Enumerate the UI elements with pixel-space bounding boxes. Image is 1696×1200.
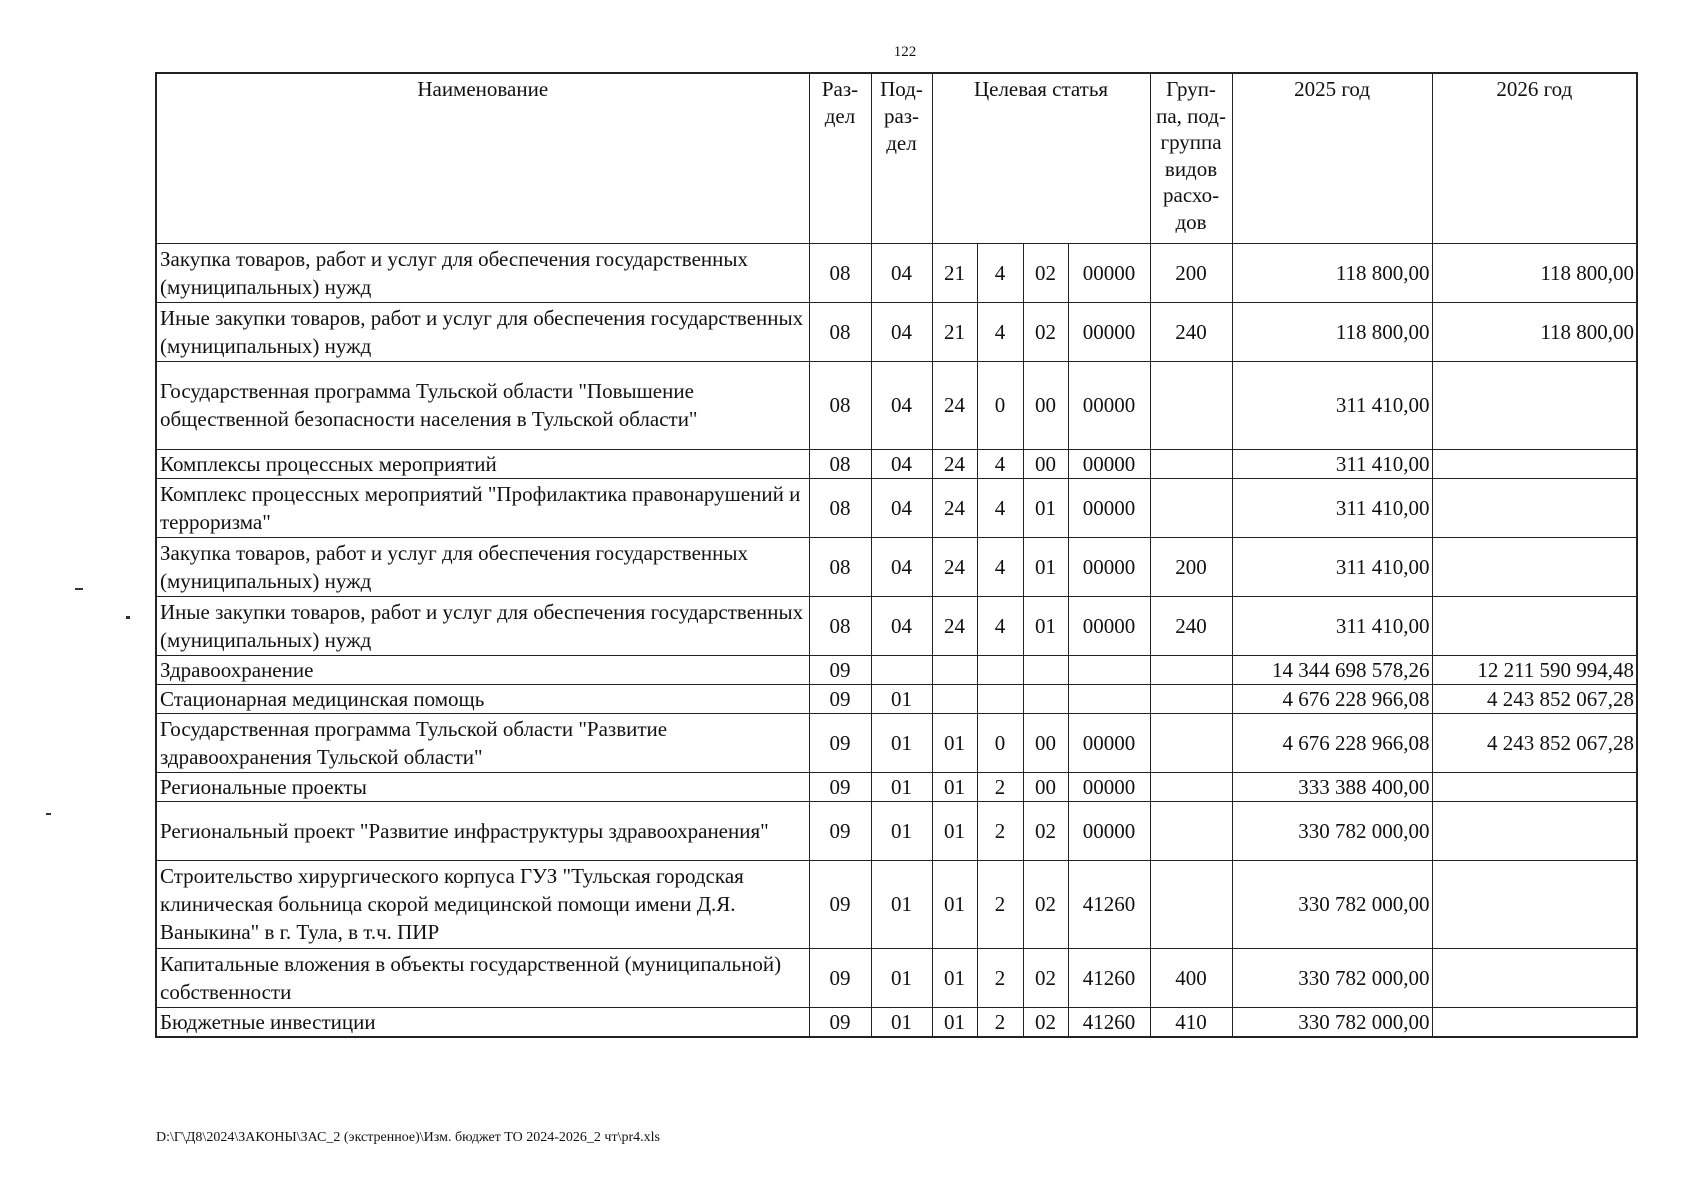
row-amount-2025: 118 800,00: [1232, 302, 1432, 361]
row-target-direction: 00000: [1068, 478, 1150, 537]
row-name: Комплекс процессных мероприятий "Профилактика правонарушений и терроризма": [156, 478, 809, 537]
row-name: Иные закупки товаров, работ и услуг для обеспечения государственных (муниципальных) нужд: [156, 596, 809, 655]
row-target-type: 4: [977, 478, 1023, 537]
row-target-direction: 00000: [1068, 801, 1150, 860]
row-target-program: 01: [932, 948, 977, 1007]
row-target-program: 24: [932, 596, 977, 655]
row-target-element: 02: [1023, 243, 1068, 302]
row-name: Государственная программа Тульской области "Повышение общественной безопасности населения в Тульской области": [156, 361, 809, 449]
table-header: [156, 73, 1637, 243]
row-name: Стационарная медицинская помощь: [156, 684, 809, 713]
row-name: Региональные проекты: [156, 772, 809, 801]
page-number: 122: [893, 44, 917, 60]
row-target-element: 02: [1023, 302, 1068, 361]
row-amount-2025: 311 410,00: [1232, 449, 1432, 478]
row-target-direction: 00000: [1068, 537, 1150, 596]
row-amount-2026: [1432, 860, 1637, 948]
row-target-direction: 41260: [1068, 1007, 1150, 1037]
row-amount-2025: 118 800,00: [1232, 243, 1432, 302]
row-target-type: 4: [977, 302, 1023, 361]
row-target-type: 4: [977, 537, 1023, 596]
row-razdel: 08: [809, 596, 871, 655]
row-target-program: 24: [932, 537, 977, 596]
row-expense-group: [1150, 801, 1232, 860]
row-target-program: 24: [932, 478, 977, 537]
row-razdel: 09: [809, 655, 871, 684]
row-name: Строительство хирургического корпуса ГУЗ "Тульская городская клиническая больница скорой медицинской помощи имени Д.Я. Ваныкина" в г. Тула, в т.ч. ПИР: [156, 860, 809, 948]
row-target-element: 00: [1023, 772, 1068, 801]
table-row: [156, 449, 1637, 478]
row-target-direction: 00000: [1068, 596, 1150, 655]
row-expense-group: [1150, 655, 1232, 684]
row-amount-2025: 311 410,00: [1232, 596, 1432, 655]
row-amount-2026: [1432, 449, 1637, 478]
row-podrazdel: 01: [871, 772, 932, 801]
row-amount-2026: 12 211 590 994,48: [1432, 655, 1637, 684]
row-podrazdel: 01: [871, 860, 932, 948]
row-amount-2026: 118 800,00: [1432, 243, 1637, 302]
row-podrazdel: 01: [871, 713, 932, 772]
header-2025: 2025 год: [1232, 73, 1432, 243]
row-target-type: [977, 684, 1023, 713]
header-2026: 2026 год: [1432, 73, 1637, 243]
row-target-element: 00: [1023, 361, 1068, 449]
row-razdel: 08: [809, 478, 871, 537]
header-group: Груп- па, под- группа видов расхо- дов: [1150, 73, 1232, 243]
row-target-program: 01: [932, 772, 977, 801]
row-target-type: 2: [977, 1007, 1023, 1037]
row-amount-2026: 118 800,00: [1432, 302, 1637, 361]
row-razdel: 09: [809, 713, 871, 772]
row-amount-2025: 4 676 228 966,08: [1232, 684, 1432, 713]
row-podrazdel: 01: [871, 1007, 932, 1037]
row-target-element: 02: [1023, 801, 1068, 860]
table-row: [156, 948, 1637, 1007]
header-podrazdel: Под- раз- дел: [871, 73, 932, 243]
row-target-direction: 00000: [1068, 243, 1150, 302]
row-target-type: 2: [977, 772, 1023, 801]
row-amount-2026: [1432, 478, 1637, 537]
row-podrazdel: 04: [871, 537, 932, 596]
row-razdel: 09: [809, 860, 871, 948]
row-amount-2026: [1432, 801, 1637, 860]
row-target-element: 02: [1023, 948, 1068, 1007]
row-amount-2025: 330 782 000,00: [1232, 1007, 1432, 1037]
scan-mark: [46, 813, 51, 815]
row-podrazdel: 04: [871, 361, 932, 449]
file-path: D:\Г\Д8\2024\ЗАКОНЫ\ЗАС_2 (экстренное)\Изм. бюджет ТО 2024-2026_2 чт\pr4.xls: [156, 1130, 660, 1145]
row-podrazdel: 01: [871, 684, 932, 713]
header-name: Наименование: [156, 73, 809, 243]
row-name: Региональный проект "Развитие инфраструктуры здравоохранения": [156, 801, 809, 860]
row-razdel: 09: [809, 801, 871, 860]
table-body: [156, 243, 1637, 1037]
row-podrazdel: 04: [871, 302, 932, 361]
header-razdel: Раз- дел: [809, 73, 871, 243]
budget-table: [155, 72, 1638, 1038]
row-expense-group: 400: [1150, 948, 1232, 1007]
row-expense-group: [1150, 713, 1232, 772]
row-target-type: 2: [977, 948, 1023, 1007]
row-target-type: 4: [977, 449, 1023, 478]
row-amount-2026: [1432, 537, 1637, 596]
scan-mark: [75, 588, 83, 590]
row-amount-2025: 330 782 000,00: [1232, 801, 1432, 860]
row-name: Здравоохранение: [156, 655, 809, 684]
row-podrazdel: [871, 655, 932, 684]
row-amount-2026: [1432, 948, 1637, 1007]
row-amount-2025: 330 782 000,00: [1232, 948, 1432, 1007]
row-expense-group: 200: [1150, 537, 1232, 596]
row-target-program: [932, 684, 977, 713]
row-target-element: 00: [1023, 713, 1068, 772]
row-name: Бюджетные инвестиции: [156, 1007, 809, 1037]
row-target-element: 01: [1023, 596, 1068, 655]
table-row: [156, 713, 1637, 772]
row-razdel: 09: [809, 684, 871, 713]
row-target-direction: 41260: [1068, 860, 1150, 948]
row-target-type: 2: [977, 860, 1023, 948]
row-target-direction: 00000: [1068, 772, 1150, 801]
row-target-type: 2: [977, 801, 1023, 860]
row-razdel: 08: [809, 361, 871, 449]
row-name: Закупка товаров, работ и услуг для обеспечения государственных (муниципальных) нужд: [156, 243, 809, 302]
row-target-element: 00: [1023, 449, 1068, 478]
row-target-program: 21: [932, 243, 977, 302]
table-row: [156, 655, 1637, 684]
row-razdel: 08: [809, 302, 871, 361]
row-target-program: 24: [932, 361, 977, 449]
row-expense-group: [1150, 478, 1232, 537]
table-row: [156, 596, 1637, 655]
row-amount-2025: 311 410,00: [1232, 478, 1432, 537]
row-amount-2026: 4 243 852 067,28: [1432, 684, 1637, 713]
row-target-program: 24: [932, 449, 977, 478]
table-row: [156, 243, 1637, 302]
row-target-type: 4: [977, 243, 1023, 302]
row-target-type: [977, 655, 1023, 684]
row-razdel: 08: [809, 243, 871, 302]
row-expense-group: 410: [1150, 1007, 1232, 1037]
row-amount-2025: 14 344 698 578,26: [1232, 655, 1432, 684]
row-target-direction: [1068, 655, 1150, 684]
row-target-element: 02: [1023, 1007, 1068, 1037]
row-amount-2025: 311 410,00: [1232, 537, 1432, 596]
row-target-direction: [1068, 684, 1150, 713]
row-target-program: 01: [932, 801, 977, 860]
row-name: Комплексы процессных мероприятий: [156, 449, 809, 478]
table-row: [156, 860, 1637, 948]
table-row: [156, 361, 1637, 449]
row-target-direction: 00000: [1068, 449, 1150, 478]
row-razdel: 08: [809, 449, 871, 478]
row-expense-group: 200: [1150, 243, 1232, 302]
row-razdel: 08: [809, 537, 871, 596]
row-target-direction: 00000: [1068, 361, 1150, 449]
row-target-element: 01: [1023, 478, 1068, 537]
row-target-program: 01: [932, 1007, 977, 1037]
row-expense-group: [1150, 772, 1232, 801]
row-amount-2025: 311 410,00: [1232, 361, 1432, 449]
row-podrazdel: 01: [871, 801, 932, 860]
row-target-element: 01: [1023, 537, 1068, 596]
row-amount-2025: 330 782 000,00: [1232, 860, 1432, 948]
row-podrazdel: 04: [871, 478, 932, 537]
row-expense-group: 240: [1150, 302, 1232, 361]
row-target-program: 21: [932, 302, 977, 361]
row-amount-2026: [1432, 361, 1637, 449]
table-row: [156, 772, 1637, 801]
row-target-type: 0: [977, 713, 1023, 772]
row-expense-group: [1150, 684, 1232, 713]
table-row: [156, 537, 1637, 596]
table-row: [156, 684, 1637, 713]
row-name: Закупка товаров, работ и услуг для обеспечения государственных (муниципальных) нужд: [156, 537, 809, 596]
row-target-program: 01: [932, 860, 977, 948]
row-target-type: 4: [977, 596, 1023, 655]
row-name: Капитальные вложения в объекты государственной (муниципальной) собственности: [156, 948, 809, 1007]
row-amount-2026: [1432, 1007, 1637, 1037]
row-podrazdel: 01: [871, 948, 932, 1007]
table-row: [156, 302, 1637, 361]
row-target-direction: 00000: [1068, 713, 1150, 772]
row-razdel: 09: [809, 772, 871, 801]
row-expense-group: [1150, 860, 1232, 948]
row-expense-group: [1150, 361, 1232, 449]
row-target-direction: 00000: [1068, 302, 1150, 361]
row-target-program: 01: [932, 713, 977, 772]
scan-mark: [126, 616, 130, 619]
table-row: [156, 1007, 1637, 1037]
row-target-element: [1023, 655, 1068, 684]
row-razdel: 09: [809, 948, 871, 1007]
row-amount-2026: [1432, 596, 1637, 655]
row-name: Иные закупки товаров, работ и услуг для обеспечения государственных (муниципальных) нужд: [156, 302, 809, 361]
row-podrazdel: 04: [871, 596, 932, 655]
row-podrazdel: 04: [871, 449, 932, 478]
row-razdel: 09: [809, 1007, 871, 1037]
row-name: Государственная программа Тульской области "Развитие здравоохранения Тульской области": [156, 713, 809, 772]
row-podrazdel: 04: [871, 243, 932, 302]
row-amount-2025: 333 388 400,00: [1232, 772, 1432, 801]
row-target-direction: 41260: [1068, 948, 1150, 1007]
row-target-program: [932, 655, 977, 684]
row-expense-group: 240: [1150, 596, 1232, 655]
row-target-type: 0: [977, 361, 1023, 449]
row-expense-group: [1150, 449, 1232, 478]
header-target: Целевая статья: [932, 73, 1150, 243]
row-target-element: 02: [1023, 860, 1068, 948]
row-amount-2026: [1432, 772, 1637, 801]
table-row: [156, 478, 1637, 537]
table-row: [156, 801, 1637, 860]
row-amount-2026: 4 243 852 067,28: [1432, 713, 1637, 772]
row-amount-2025: 4 676 228 966,08: [1232, 713, 1432, 772]
row-target-element: [1023, 684, 1068, 713]
